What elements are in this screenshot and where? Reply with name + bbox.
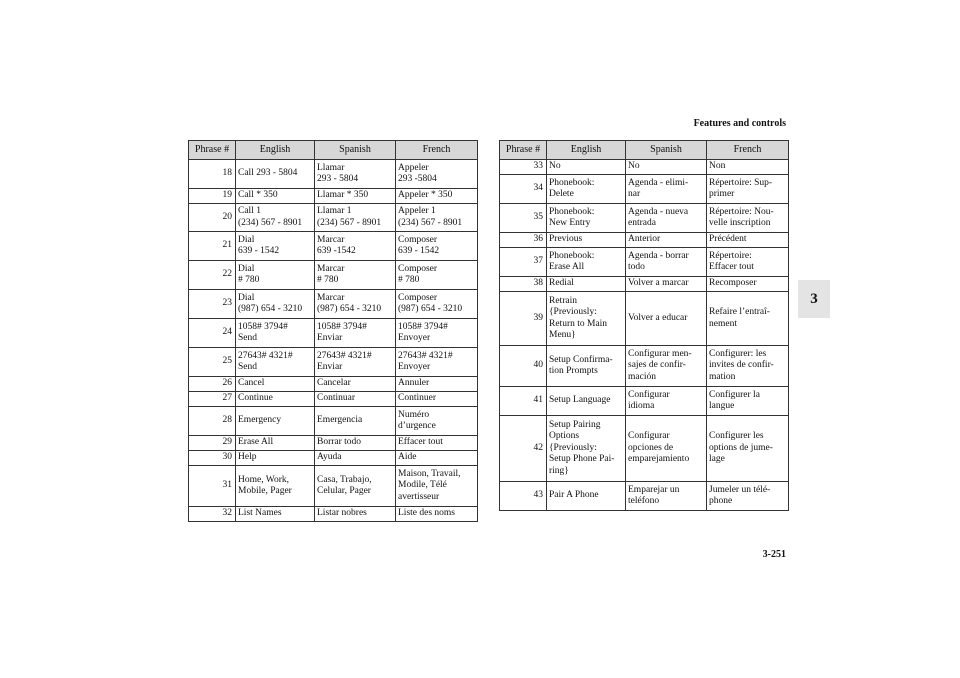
spanish-cell: Configurar men- sajes de confir- mación: [626, 346, 707, 387]
french-cell: Répertoire: Sup- primer: [707, 175, 789, 204]
english-cell: Pair A Phone: [547, 482, 626, 511]
table-row: [189, 466, 478, 507]
phrase-number-cell: 35: [500, 204, 547, 233]
header-french: French: [396, 141, 478, 160]
table-row: [500, 346, 789, 387]
phrase-number-cell: 24: [189, 319, 236, 348]
table-row: [500, 292, 789, 346]
table-body: [189, 160, 478, 522]
page-number: 3-251: [762, 549, 786, 560]
chapter-number: 3: [810, 290, 818, 307]
spanish-cell: Llamar * 350: [315, 189, 396, 204]
phrase-number-cell: 26: [189, 377, 236, 392]
phrase-number-cell: 20: [189, 204, 236, 232]
english-cell: Emergency: [236, 407, 315, 436]
french-cell: Composer (987) 654 - 3210: [396, 290, 478, 319]
spanish-cell: Llamar 1 (234) 567 - 8901: [315, 204, 396, 232]
table-row: [189, 407, 478, 436]
phrase-number-cell: 18: [189, 160, 236, 189]
french-cell: Aide: [396, 451, 478, 466]
spanish-cell: Volver a marcar: [626, 277, 707, 292]
phrase-number-cell: 21: [189, 232, 236, 261]
english-cell: Setup Language: [547, 387, 626, 416]
table-row: [189, 261, 478, 290]
header-french: French: [707, 141, 789, 160]
table-row: [189, 507, 478, 522]
spanish-cell: Emergencia: [315, 407, 396, 436]
phrase-table-left: [188, 140, 478, 522]
phrase-number-cell: 37: [500, 248, 547, 277]
english-cell: Dial 639 - 1542: [236, 232, 315, 261]
english-cell: Dial (987) 654 - 3210: [236, 290, 315, 319]
french-cell: Répertoire: Nou- velle inscription: [707, 204, 789, 233]
page-header: Features and controls: [693, 118, 786, 129]
table-row: [189, 348, 478, 377]
table-row: [500, 248, 789, 277]
spanish-cell: Marcar # 780: [315, 261, 396, 290]
phrase-table-right: [499, 140, 789, 511]
spanish-cell: Emparejar un teléfono: [626, 482, 707, 511]
spanish-cell: Agenda - borrar todo: [626, 248, 707, 277]
english-cell: Phonebook: Erase All: [547, 248, 626, 277]
french-cell: Appeler 293 -5804: [396, 160, 478, 189]
french-cell: Annuler: [396, 377, 478, 392]
spanish-cell: Configurar opciones de emparejamiento: [626, 416, 707, 482]
spanish-cell: Cancelar: [315, 377, 396, 392]
table-row: [189, 290, 478, 319]
spanish-cell: Ayuda: [315, 451, 396, 466]
table-row: [500, 204, 789, 233]
english-cell: Redial: [547, 277, 626, 292]
table-row: [189, 232, 478, 261]
spanish-cell: Listar nobres: [315, 507, 396, 522]
header-phrase-number: Phrase #: [500, 141, 547, 160]
table-row: [189, 189, 478, 204]
french-cell: Composer # 780: [396, 261, 478, 290]
spanish-cell: Continuar: [315, 392, 396, 407]
french-cell: Configurer les options de jume- lage: [707, 416, 789, 482]
french-cell: Composer 639 - 1542: [396, 232, 478, 261]
english-cell: Call 293 - 5804: [236, 160, 315, 189]
table-row: [189, 392, 478, 407]
french-cell: Jumeler un télé- phone: [707, 482, 789, 511]
english-cell: List Names: [236, 507, 315, 522]
english-cell: Call * 350: [236, 189, 315, 204]
spanish-cell: Llamar 293 - 5804: [315, 160, 396, 189]
spanish-cell: Borrar todo: [315, 436, 396, 451]
table-row: [500, 387, 789, 416]
french-cell: Liste des noms: [396, 507, 478, 522]
header-phrase-number: Phrase #: [189, 141, 236, 160]
spanish-cell: Anterior: [626, 233, 707, 248]
french-cell: Maison, Travail, Modile, Télé avertisseur: [396, 466, 478, 507]
table-row: [500, 160, 789, 175]
table-row: [500, 175, 789, 204]
table-row: [189, 160, 478, 189]
header-english: English: [547, 141, 626, 160]
phrase-number-cell: 22: [189, 261, 236, 290]
french-cell: 1058# 3794# Envoyer: [396, 319, 478, 348]
french-cell: Numéro d’urgence: [396, 407, 478, 436]
phrase-number-cell: 19: [189, 189, 236, 204]
header-spanish: Spanish: [315, 141, 396, 160]
phrase-number-cell: 40: [500, 346, 547, 387]
phrase-number-cell: 29: [189, 436, 236, 451]
header-english: English: [236, 141, 315, 160]
english-cell: Continue: [236, 392, 315, 407]
spanish-cell: Casa, Trabajo, Celular, Pager: [315, 466, 396, 507]
english-cell: Phonebook: New Entry: [547, 204, 626, 233]
table-row: [500, 482, 789, 511]
spanish-cell: Configurar idioma: [626, 387, 707, 416]
phrase-number-cell: 38: [500, 277, 547, 292]
english-cell: 27643# 4321# Send: [236, 348, 315, 377]
english-cell: Home, Work, Mobile, Pager: [236, 466, 315, 507]
spanish-cell: 1058# 3794# Enviar: [315, 319, 396, 348]
french-cell: Appeler * 350: [396, 189, 478, 204]
table-row: [500, 277, 789, 292]
english-cell: Call 1 (234) 567 - 8901: [236, 204, 315, 232]
header-spanish: Spanish: [626, 141, 707, 160]
table-row: [500, 416, 789, 482]
french-cell: Refaire l’entraî- nement: [707, 292, 789, 346]
french-cell: Effacer tout: [396, 436, 478, 451]
spanish-cell: Marcar 639 -1542: [315, 232, 396, 261]
table-header-row: [500, 141, 789, 160]
spanish-cell: Agenda - nueva entrada: [626, 204, 707, 233]
french-cell: Continuer: [396, 392, 478, 407]
phrase-number-cell: 36: [500, 233, 547, 248]
english-cell: Retrain {Previously: Return to Main Menu}: [547, 292, 626, 346]
phrase-number-cell: 30: [189, 451, 236, 466]
phrase-number-cell: 27: [189, 392, 236, 407]
french-cell: Configurer: les invites de confir- mation: [707, 346, 789, 387]
french-cell: Précédent: [707, 233, 789, 248]
table-row: [189, 319, 478, 348]
french-cell: Recomposer: [707, 277, 789, 292]
english-cell: Previous: [547, 233, 626, 248]
table-body: [500, 160, 789, 511]
phrase-number-cell: 43: [500, 482, 547, 511]
table-row: [189, 204, 478, 232]
french-cell: Appeler 1 (234) 567 - 8901: [396, 204, 478, 232]
spanish-cell: Agenda - elimi- nar: [626, 175, 707, 204]
phrase-number-cell: 41: [500, 387, 547, 416]
english-cell: Erase All: [236, 436, 315, 451]
phrase-number-cell: 39: [500, 292, 547, 346]
phrase-number-cell: 28: [189, 407, 236, 436]
phrase-number-cell: 33: [500, 160, 547, 175]
english-cell: Dial # 780: [236, 261, 315, 290]
phrase-number-cell: 32: [189, 507, 236, 522]
french-cell: Configurer la langue: [707, 387, 789, 416]
english-cell: Help: [236, 451, 315, 466]
table-header-row: [189, 141, 478, 160]
english-cell: Setup Confirma- tion Prompts: [547, 346, 626, 387]
spanish-cell: 27643# 4321# Enviar: [315, 348, 396, 377]
english-cell: Cancel: [236, 377, 315, 392]
table-row: [189, 451, 478, 466]
english-cell: No: [547, 160, 626, 175]
english-cell: Phonebook: Delete: [547, 175, 626, 204]
spanish-cell: No: [626, 160, 707, 175]
french-cell: 27643# 4321# Envoyer: [396, 348, 478, 377]
english-cell: 1058# 3794# Send: [236, 319, 315, 348]
table-row: [189, 436, 478, 451]
spanish-cell: Volver a educar: [626, 292, 707, 346]
table-row: [500, 233, 789, 248]
phrase-number-cell: 25: [189, 348, 236, 377]
french-cell: Répertoire: Effacer tout: [707, 248, 789, 277]
table-row: [189, 377, 478, 392]
phrase-number-cell: 31: [189, 466, 236, 507]
phrase-number-cell: 34: [500, 175, 547, 204]
phrase-number-cell: 23: [189, 290, 236, 319]
phrase-number-cell: 42: [500, 416, 547, 482]
english-cell: Setup Pairing Options {Previously: Setup Phone Pai- ring}: [547, 416, 626, 482]
spanish-cell: Marcar (987) 654 - 3210: [315, 290, 396, 319]
french-cell: Non: [707, 160, 789, 175]
chapter-tab: [798, 280, 830, 318]
